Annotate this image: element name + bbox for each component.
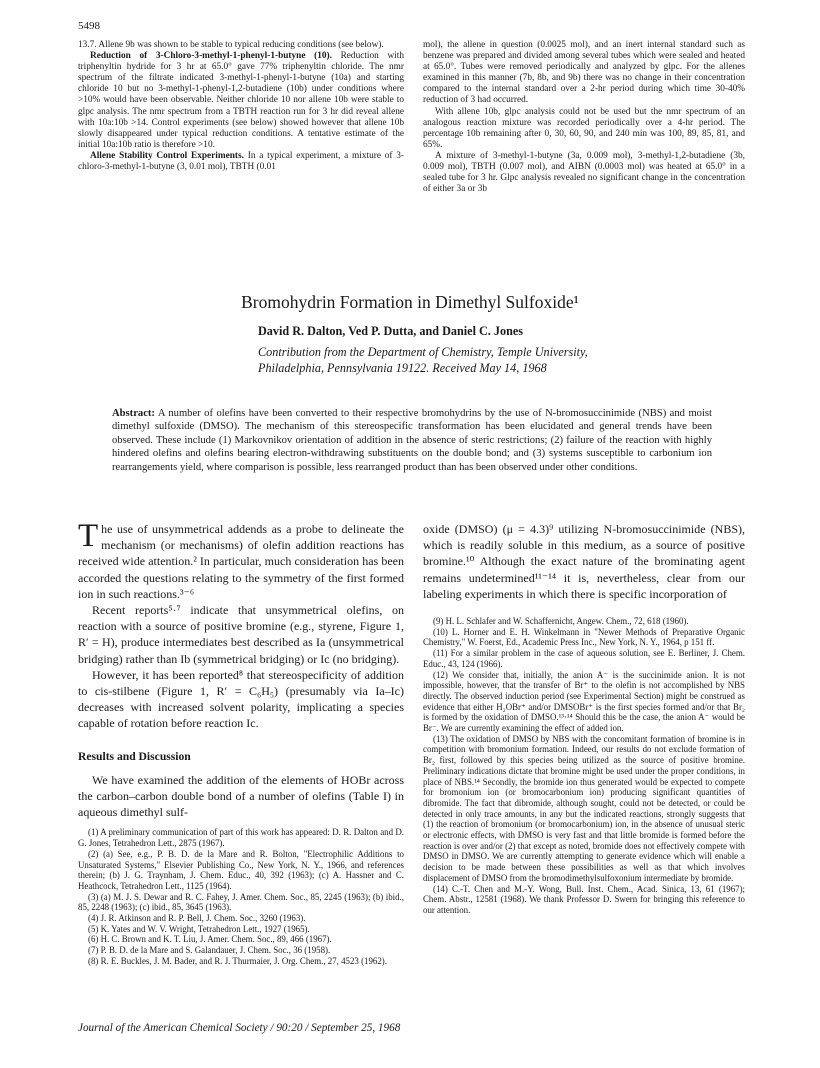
continuation-left-column [78, 40, 404, 173]
footnote: (11) For a similar problem in the case of aqueous solution, see E. Berliner, J. Chem. Educ., 43, 124 (1966). [423, 648, 745, 669]
article-title: Bromohydrin Formation in Dimethyl Sulfoxide¹ [241, 292, 579, 312]
paragraph-text: he use of unsymmetrical addends as a probe to delineate the mechanism (or mechanisms) of olefin addition reactions has received wide attention.² In particular, much consideration has been accorded the questions relating to the symmetry of the first formed ion in such reactions.³⁻⁶ [78, 522, 404, 601]
body-right-column [423, 521, 745, 916]
abstract-text: A number of olefins have been converted to their respective bromohydrins by the use of N-bromosuccinimide (NBS) and moist dimethyl sulfoxide (DMSO). The mechanism of this stereospecific transformation has been elucidated and general trends have been observed. These include (1) Markovnikov orientation of addition in the absence of steric restrictions; (2) failure of the reaction with highly hindered olefins and olefins bearing electron-withdrawing substituents on the double bond; and (3) systems susceptible to carbonium ion rearrangements yield, where comparison is possible, less rearranged product than has been observed under other conditions. [112, 408, 712, 473]
paragraph-text: Reduction with triphenyltin hydride for 3 hr at 65.0° gave 77% triphenyltin chloride. The nmr spectrum of the filtrate indicated 3-methyl-1-phenyl-1-butyne (10a) and starting chloride 10 but no 3-methyl-1-phenyl-1,2-butadiene (10b) under conditions where >10% would have been observable. Neither chloride 10 nor allene 10b were stable to glpc analysis. The nmr spectrum from a TBTH reaction run for 3 hr did reveal allene with 10a:10b >14. Control experiments (see below) showed however that allene 10b slowly disappeared under typical reduction conditions. A tentative estimate of the initial 10a:10b ratio is therefore >10. [78, 51, 404, 150]
footnote: (6) H. C. Brown and K. T. Liu, J. Amer. Chem. Soc., 89, 466 (1967). [88, 934, 332, 945]
paragraph [78, 51, 404, 151]
section-heading: Results and Discussion [78, 749, 191, 763]
paragraph: A mixture of 3-methyl-1-butyne (3a, 0.009 mol), 3-methyl-1,2-butadiene (3b, 0.009 mol), TBTH (0.007 mol), and AIBN (0.0003 mol) was heated at 65.0° in a sealed tube for 3 hr. Glpc analysis revealed no significant change in the concentration of either 3a or 3b [423, 150, 745, 195]
footnote: (3) (a) M. J. S. Dewar and R. C. Fahey, J. Amer. Chem. Soc., 85, 2245 (1963); (b) ibid., 85, 2248 (1963); (c) ibid., 85, 3645 (1963). [78, 891, 404, 913]
footnote: (7) P. B. D. de la Mare and S. Galandauer, J. Chem. Soc., 36 (1958). [88, 945, 331, 956]
page-number: 5498 [78, 20, 100, 32]
footnotes-left [78, 827, 404, 966]
run-in-heading: Reduction of 3-Chloro-3-methyl-1-phenyl-1-butyne (10). [90, 51, 332, 62]
affiliation-line: Contribution from the Department of Chemistry, Temple University, [258, 345, 588, 359]
footnote: (12) We consider that, initially, the anion A⁻ is the succinimide anion. It is not impossible, however, that the transfer of Br⁺ to the olefin is not accomplished by NBS directly. The observed induction period (see Experimental Section) might be construed as evidence that either H₂OBr⁺ and/or DMSOBr⁺ is the first species formed and/or that Br₂ is formed by the oxidation of DMSO.¹³·¹⁴ Should this be the case, the anion A⁻ would be Br⁻. We are currently examining the effect of added ion. [423, 669, 745, 734]
drop-cap: T [78, 518, 99, 554]
paragraph: Recent reports⁵·⁷ indicate that unsymmetrical olefins, on reaction with a source of positive bromine (e.g., styrene, Figure 1, R′ = H), produce intermediates best described as Ia (unsymmetrical bridging) rather than Ib (symmetrical bridging) or Ic (no bridging). [78, 603, 404, 666]
footnote: (1) A preliminary communication of part of this work has appeared: D. R. Dalton and D. G. Jones, Tetrahedron Lett., 2875 (1967). [78, 827, 404, 849]
paragraph: mol), the allene in question (0.0025 mol), and an inert internal standard such as benzene was prepared and divided among several tubes which were sealed and heated at 65.0°. Tubes were removed periodically and analyzed by glpc. For the allenes examined in this manner (7b, 8b, and 9b) there was no change in their concentration compared to the internal standard over a 2-hr period during which time 30-40% reduction of 3 had occurred. [423, 40, 745, 106]
paragraph: However, it has been reported⁸ that stereospecificity of addition to cis-stilbene (Figure 1, R′ = C₆H₅) (presumably via Ia–Ic) decreases with increased solvent polarity, implicating a species capable of rotation before reaction Ic. [78, 667, 404, 731]
footnote: (8) R. E. Buckles, J. M. Bader, and R. J. Thurmaier, J. Org. Chem., 27, 4523 (1962). [88, 955, 387, 966]
footnote: (2) (a) See, e.g., P. B. D. de la Mare and R. Bolton, "Electrophilic Additions to Unsaturated Systems," Elsevier Publishing Co., New York, N. Y., 1966, and references therein; (b) J. G. Traynham, J. Chem. Educ., 40, 392 (1963); (c) A. Hassner and C. Heathcock, Tetrahedron Lett., 1125 (1964). [78, 848, 404, 891]
footnote: (10) L. Horner and E. H. Winkelmann in "Newer Methods of Preparative Organic Chemistry," W. Foerst, Ed., Academic Press Inc., New York, N. Y., 1964, p 151 ff. [423, 626, 745, 648]
journal-footer: Journal of the American Chemical Society / 90:20 / September 25, 1968 [78, 1022, 401, 1034]
body-text [423, 521, 745, 602]
abstract-label: Abstract: [112, 408, 155, 419]
footnotes-right [423, 616, 745, 916]
paragraph [78, 518, 404, 602]
paragraph-text: In a typical experiment, a mixture of 3-chloro-3-methyl-1-butyne (3, 0.01 mol), TBTH (0.01 [78, 150, 405, 173]
paragraph [78, 151, 404, 173]
footnote: (5) K. Yates and W. V. Wright, Tetrahedron Lett., 1927 (1965). [88, 923, 310, 934]
run-in-heading: Allene Stability Control Experiments. [90, 150, 244, 161]
paragraph: 13.7. Allene 9b was shown to be stable to typical reducing conditions (see below). [78, 40, 384, 50]
paragraph: With allene 10b, glpc analysis could not be used but the nmr spectrum of an analogous reaction mixture was recorded periodically over a 4-hr period. The percentage 10b remaining after 0, 30, 60, 90, and 240 min was 100, 89, 85, 81, and 65%. [423, 106, 745, 150]
footnote: (13) The oxidation of DMSO by NBS with the concomitant formation of bromine is in competition with bromonium formation. Indeed, our results do not exclude formation of Br₂ first, followed by this species being utilized as the source of positive bromine. Preliminary indications dictate that bromine might be used under the proper conditions, in place of NBS.¹⁴ Secondly, the bromide ion thus generated would be expected to compete for bromonium ion (or bromocarbonium ion) producing significant quantities of dibromide. The fact that dibromide, although sought, could not be detected, or could be detected in only trace amounts, in any but the indicated reactions, strongly suggests that (1) the reaction of bromonium (or bromocarbonium) ion, in the absence of unusual steric or electronic effects, with DMSO is very fast and that little bromide is formed before the reaction is over and/or (2) that except as noted, bromide does not effectively compete with DMSO in DMSO. We are currently attempting to generate evidence which will enable a decision to be made between these possibilities as well as that which involves displacement of DMSO from the bromodimethylsulfoxonium intermediate by bromide. [423, 733, 745, 883]
continuation-right-column [423, 40, 745, 195]
body-text [78, 518, 404, 820]
footnote: (9) H. L. Schlafer and W. Schaffernicht, Angew. Chem., 72, 618 (1960). [433, 616, 689, 627]
paragraph: We have examined the addition of the elements of HOBr across the carbon–carbon double bond of a number of olefins (Table I) in aqueous dimethyl sulf- [78, 772, 404, 820]
body-left-column [78, 518, 404, 967]
footnote: (4) J. R. Atkinson and R. P. Bell, J. Chem. Soc., 3260 (1963). [88, 913, 306, 924]
article-authors: David R. Dalton, Ved P. Dutta, and Daniel C. Jones [258, 324, 524, 338]
abstract [112, 407, 712, 474]
footnote: (14) C.-T. Chen and M.-Y. Wong, Bull. Inst. Chem., Acad. Sinica, 13, 61 (1967); Chem. Abstr., 12581 (1968). We thank Professor D. Swern for bringing this reference to our attention. [423, 883, 745, 915]
article-affiliation [258, 345, 588, 376]
paragraph: oxide (DMSO) (μ = 4.3)⁹ utilizing N-bromosuccinimide (NBS), which is readily soluble in this medium, as a source of positive bromine.¹⁰ Although the exact nature of the brominating agent remains undetermined¹¹⁻¹⁴ it is, nevertheless, clear from our labeling experiments in which there is specific incorporation of [423, 522, 745, 601]
affiliation-line: Philadelphia, Pennsylvania 19122. Received May 14, 1968 [258, 360, 547, 375]
